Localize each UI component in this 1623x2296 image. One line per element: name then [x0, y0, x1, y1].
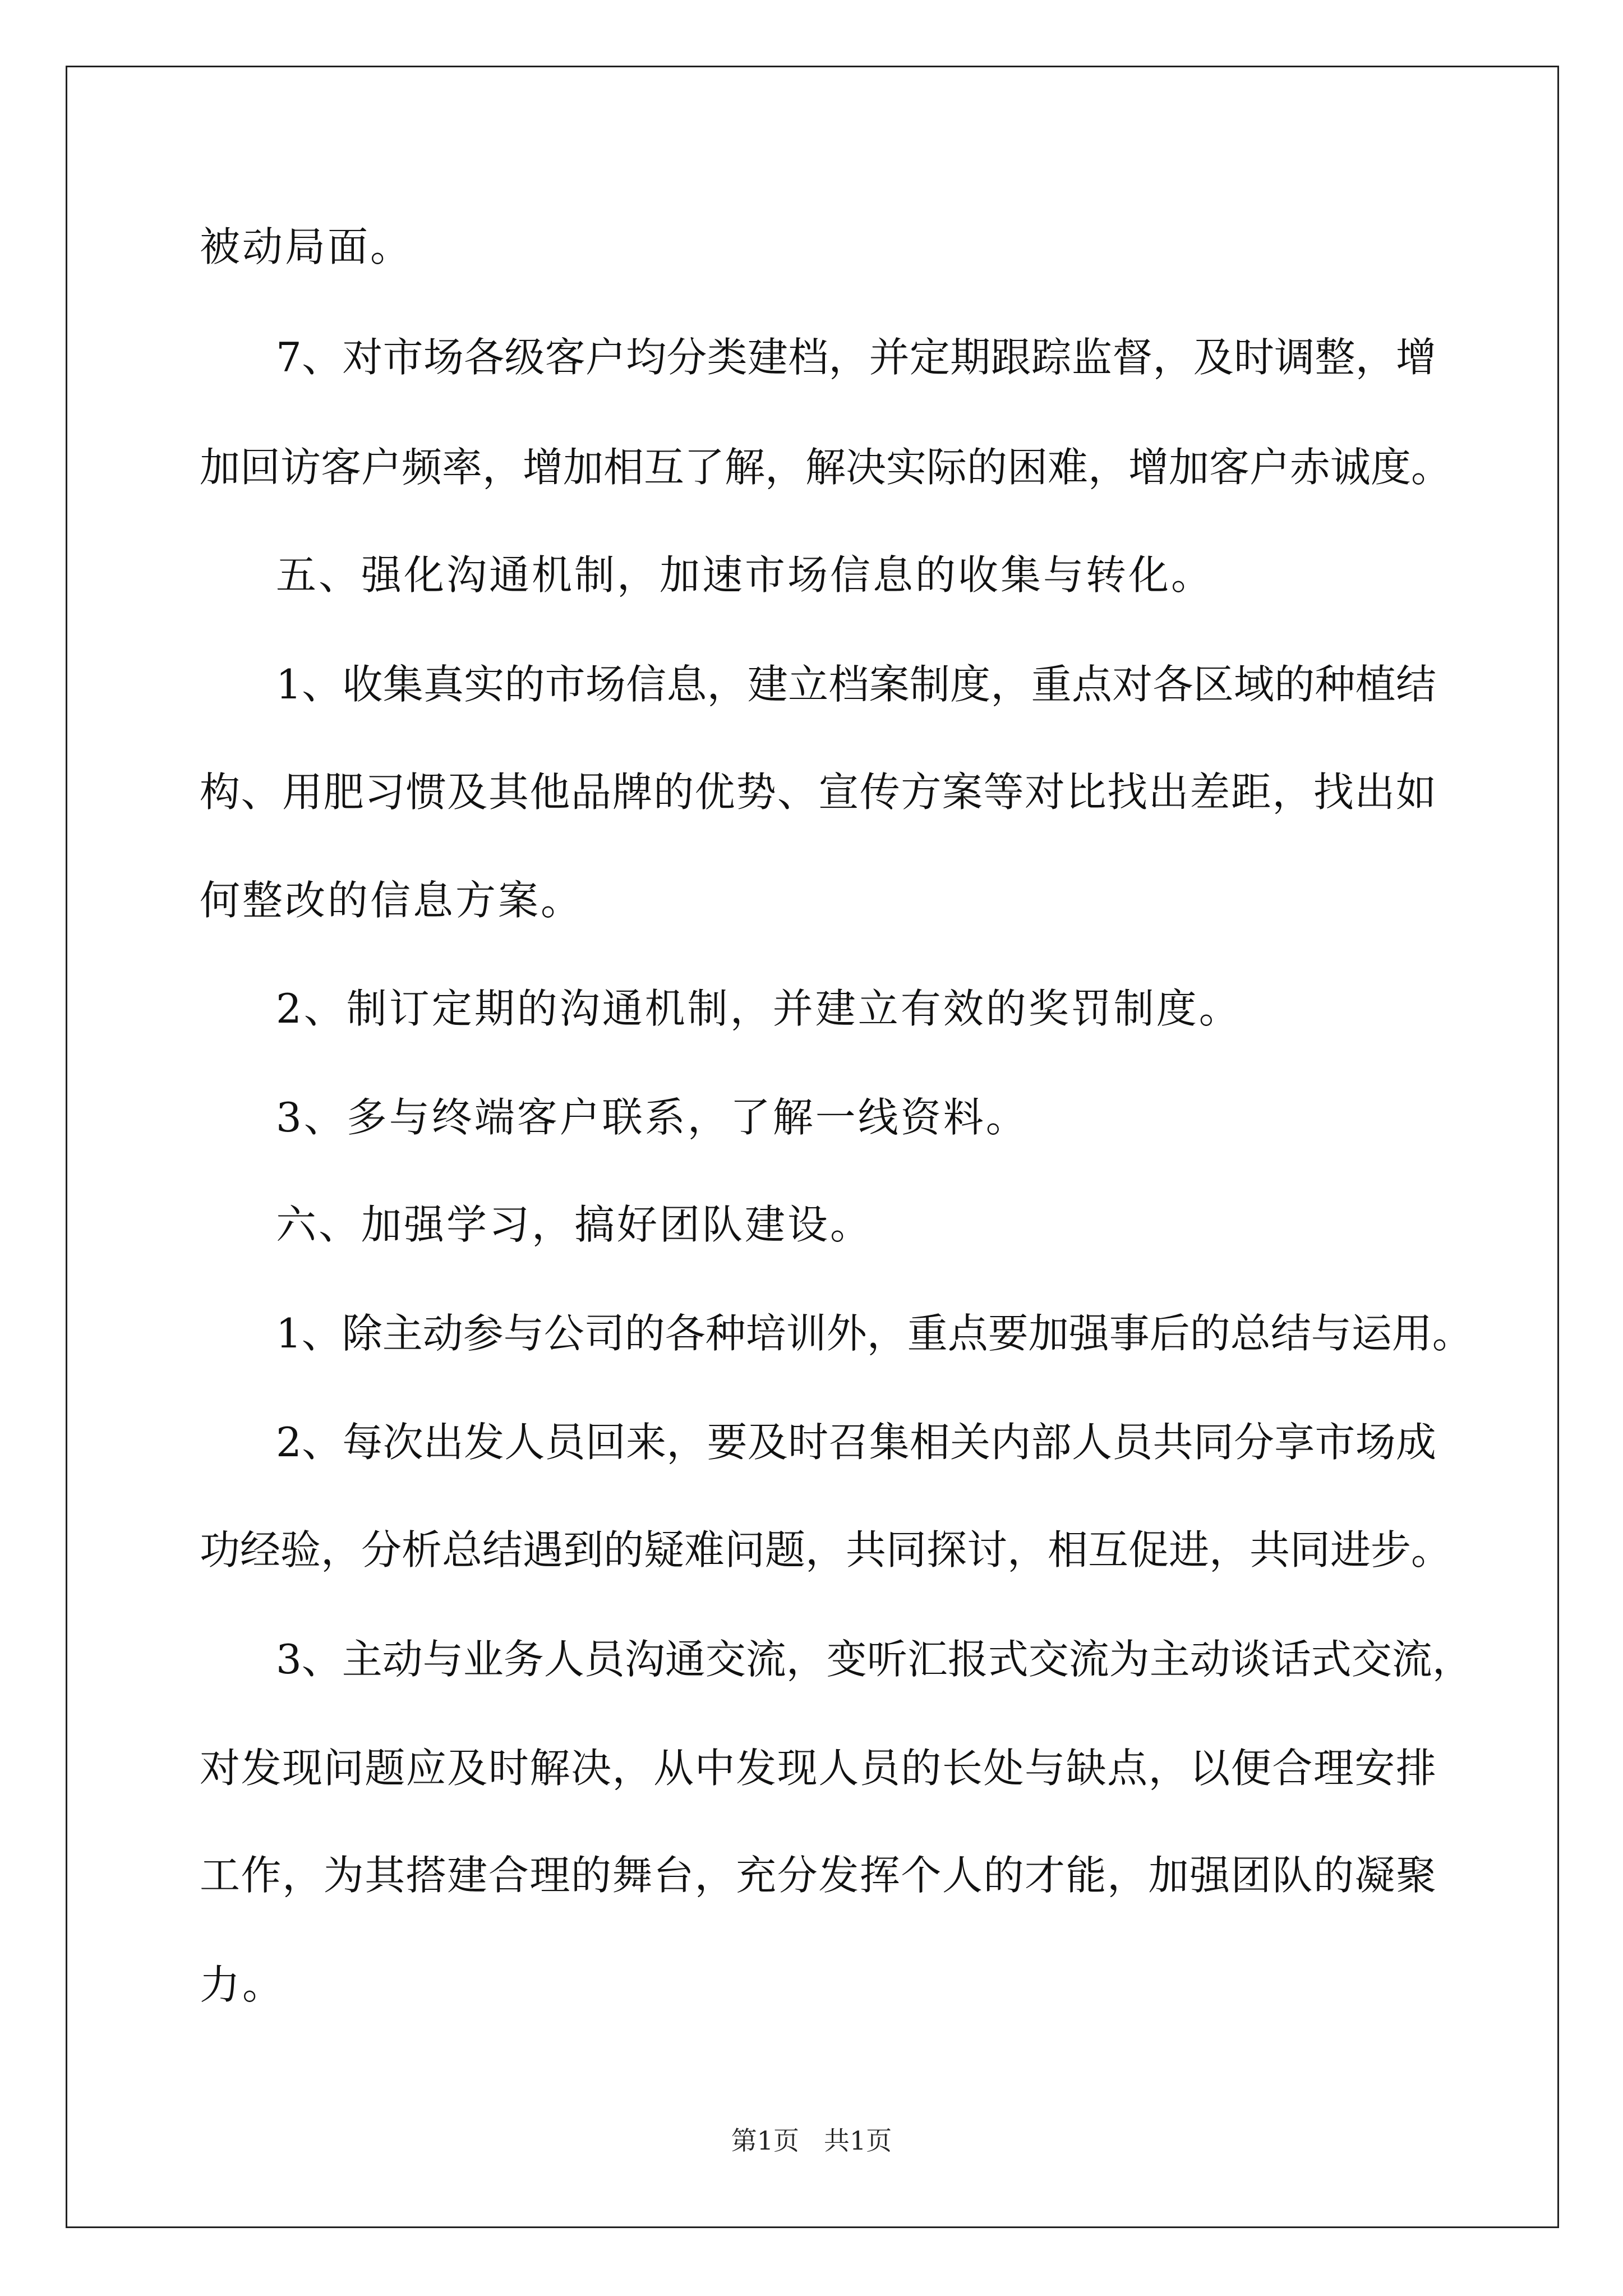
page-footer	[0, 2118, 1623, 2163]
text-line: 被动局面。	[200, 223, 413, 270]
text-line: 1、除主动参与公司的各种培训外，重点要加强事后的总结与运用。	[276, 1310, 1473, 1357]
text-line: 构、用肥习惯及其他品牌的优势、宣传方案等对比找出差距，找出如	[200, 769, 1436, 816]
footer-spacer	[799, 2125, 824, 2156]
text-line: 3、多与终端客户联系，了解一线资料。	[276, 1094, 1029, 1141]
page-total: 共1页	[823, 2125, 892, 2156]
section-heading: 六、加强学习，搞好团队建设。	[276, 1201, 873, 1248]
text-line: 3、主动与业务人员沟通交流，变听汇报式交流为主动谈话式交流，	[276, 1636, 1473, 1683]
text-line: 何整改的信息方案。	[200, 877, 584, 924]
section-heading: 五、强化沟通机制，加速市场信息的收集与转化。	[276, 551, 1214, 599]
text-line: 1、收集真实的市场信息，建立档案制度，重点对各区域的种植结	[276, 661, 1436, 708]
text-line: 加回访客户频率，增加相互了解，解决实际的困难，增加客户赤诚度。	[200, 444, 1452, 491]
text-line: 对发现问题应及时解决，从中发现人员的长处与缺点，以便合理安排	[200, 1745, 1436, 1792]
text-line: 力。	[200, 1961, 285, 2008]
text-line: 工作，为其搭建合理的舞台，充分发挥个人的才能，加强团队的凝聚	[200, 1852, 1436, 1899]
text-line: 2、制订定期的沟通机制，并建立有效的奖罚制度。	[276, 985, 1242, 1032]
page-number: 第1页	[731, 2125, 800, 2156]
text-line: 功经验，分析总结遇到的疑难问题，共同探讨，相互促进，共同进步。	[200, 1526, 1452, 1573]
text-line: 2、每次出发人员回来，要及时召集相关内部人员共同分享市场成	[276, 1419, 1436, 1466]
text-line: 7、对市场各级客户均分类建档，并定期跟踪监督，及时调整，增	[276, 334, 1436, 381]
